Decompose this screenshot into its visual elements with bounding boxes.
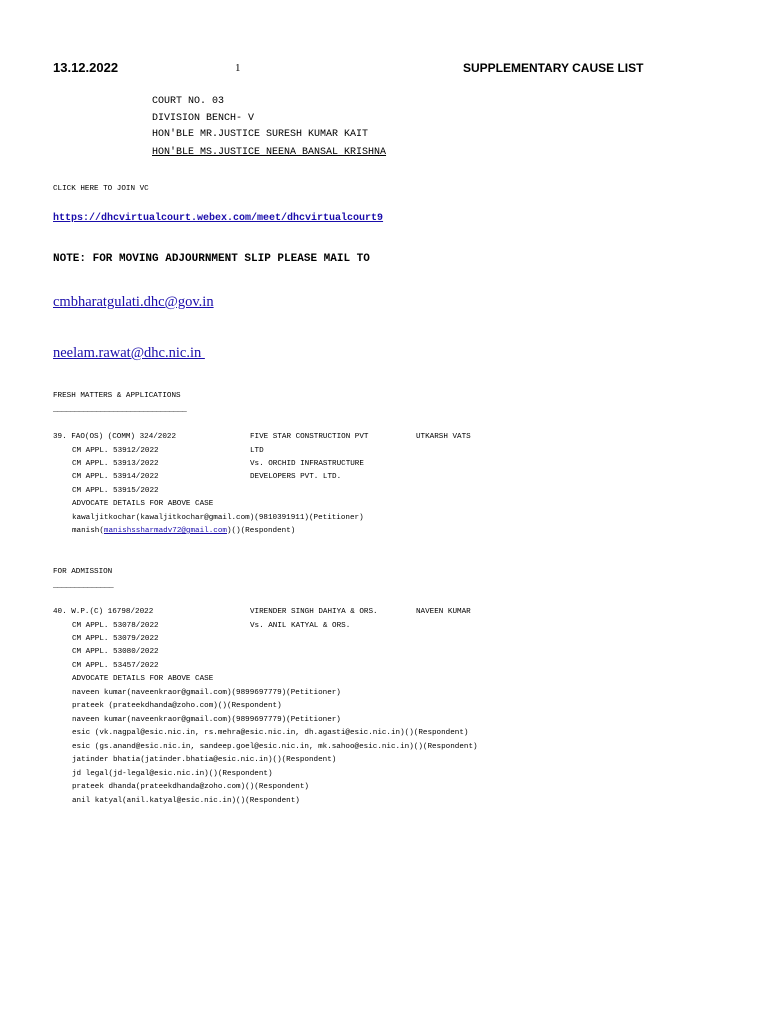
list-title: SUPPLEMENTARY CAUSE LIST [463,61,644,75]
advocate-name: UTKARSH VATS [416,433,471,441]
advocate-detail [72,527,295,535]
section-title-admission: FOR ADMISSION [53,568,113,576]
cm-application: CM APPL. 53079/2022 [72,635,159,643]
section-title-fresh: FRESH MATTERS & APPLICATIONS [53,392,181,400]
cm-application: CM APPL. 53914/2022 [72,473,159,481]
advocate-email-link[interactable]: manishssharmadv72@gmail.com [103,527,227,535]
cm-application: CM APPL. 53080/2022 [72,648,159,656]
judge-2: HON'BLE MS.JUSTICE NEENA BANSAL KRISHNA [152,147,387,158]
advocate-detail-prefix: manish( [72,527,104,535]
email-link-2[interactable]: neelam.rawat@dhc.nic.in [53,345,205,361]
adjournment-note: NOTE: FOR MOVING ADJOURNMENT SLIP PLEASE MAIL TO [53,253,370,265]
advocate-detail: naveen kumar(naveenkraor@gmail.com)(9899697779)(Petitioner) [72,689,341,697]
party-line: DEVELOPERS PVT. LTD. [250,473,342,481]
division-bench: DIVISION BENCH- V [152,113,255,124]
cm-application: CM APPL. 53457/2022 [72,662,159,670]
cm-application: CM APPL. 53915/2022 [72,487,159,495]
section-separator: _______________________________ [53,405,187,414]
judge-1: HON'BLE MR.JUSTICE SURESH KUMAR KAIT [152,129,369,140]
case-number: 39. FAO(OS) (COMM) 324/2022 [53,433,177,441]
advocate-detail-suffix: )()(Respondent) [226,527,296,535]
advocate-detail: kawaljitkochar(kawaljitkochar@gmail.com)(9810391911)(Petitioner) [72,514,364,522]
advocate-detail: naveen kumar(naveenkraor@gmail.com)(9899697779)(Petitioner) [72,716,341,724]
advocate-detail: esic (gs.anand@esic.nic.in, sandeep.goel@esic.nic.in, mk.sahoo@esic.nic.in)()(Respondent) [72,743,478,751]
case-number: 40. W.P.(C) 16798/2022 [53,608,154,616]
party-line: FIVE STAR CONSTRUCTION PVT [250,433,369,441]
page-number: 1 [235,62,241,74]
party-line: Vs. ANIL KATYAL & ORS. [250,622,351,630]
email-link-1[interactable]: cmbharatgulati.dhc@gov.in [53,294,214,310]
party-line: Vs. ORCHID INFRASTRUCTURE [250,460,364,468]
list-date: 13.12.2022 [53,60,119,75]
advocate-detail: prateek dhanda(prateekdhanda@zoho.com)()(Respondent) [72,783,309,791]
section-separator: ______________ [53,581,114,590]
party-line: LTD [250,447,264,455]
advocate-detail: jd legal(jd-legal@esic.nic.in)()(Respondent) [72,770,273,778]
vc-label: CLICK HERE TO JOIN VC [53,185,149,193]
advocate-detail: jatinder bhatia(jatinder.bhatia@esic.nic.in)()(Respondent) [72,756,337,764]
cm-application: CM APPL. 53913/2022 [72,460,159,468]
advocate-name: NAVEEN KUMAR [416,608,471,616]
vc-link[interactable]: https://dhcvirtualcourt.webex.com/meet/dhcvirtualcourt9 [53,213,384,224]
advocate-detail: esic (vk.nagpal@esic.nic.in, rs.mehra@esic.nic.in, dh.agasti@esic.nic.in)()(Respondent) [72,729,469,737]
court-number: COURT NO. 03 [152,96,225,107]
advocate-details-header: ADVOCATE DETAILS FOR ABOVE CASE [72,675,214,683]
advocate-detail: prateek (prateekdhanda@zoho.com)()(Respondent) [72,702,282,710]
cm-application: CM APPL. 53078/2022 [72,622,159,630]
advocate-detail: anil katyal(anil.katyal@esic.nic.in)()(Respondent) [72,797,300,805]
advocate-details-header: ADVOCATE DETAILS FOR ABOVE CASE [72,500,214,508]
party-line: VIRENDER SINGH DAHIYA & ORS. [250,608,378,616]
cm-application: CM APPL. 53912/2022 [72,447,159,455]
